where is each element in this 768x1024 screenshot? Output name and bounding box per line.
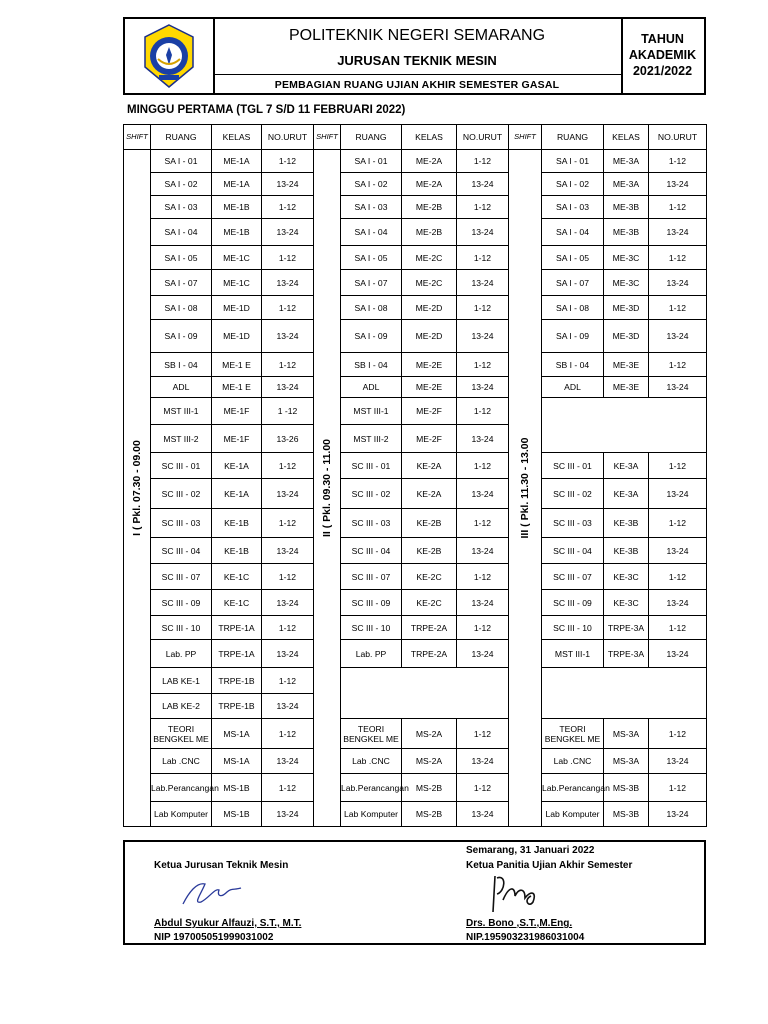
number-cell: 1-12 bbox=[262, 564, 314, 590]
class-cell: ME-3B bbox=[604, 219, 649, 246]
table-row bbox=[124, 564, 707, 590]
room-cell: Lab .CNC bbox=[542, 749, 604, 774]
room-cell: SA I - 05 bbox=[151, 246, 212, 270]
table-row bbox=[124, 616, 707, 640]
number-cell: 13-24 bbox=[649, 590, 707, 616]
room-cell: SC III - 02 bbox=[542, 479, 604, 509]
number-cell: 13-24 bbox=[262, 590, 314, 616]
left-signer-title: Ketua Jurusan Teknik Mesin bbox=[154, 860, 289, 871]
empty-block bbox=[542, 398, 707, 453]
class-cell: KE-1B bbox=[212, 509, 262, 538]
class-cell: ME-1C bbox=[212, 270, 262, 296]
room-cell: SA I - 01 bbox=[151, 150, 212, 173]
class-cell: MS-1B bbox=[212, 802, 262, 827]
table-row bbox=[124, 246, 707, 270]
class-cell: TRPE-2A bbox=[402, 616, 457, 640]
left-signature-icon bbox=[175, 874, 265, 912]
class-cell: MS-3A bbox=[604, 719, 649, 749]
signature-block bbox=[123, 840, 706, 945]
number-cell: 13-24 bbox=[457, 219, 509, 246]
col-room-3: RUANG bbox=[542, 125, 604, 150]
number-cell: 13-24 bbox=[457, 173, 509, 196]
number-cell: 13-24 bbox=[262, 538, 314, 564]
number-cell: 13-24 bbox=[457, 320, 509, 353]
class-cell: MS-3B bbox=[604, 802, 649, 827]
table-header-row bbox=[124, 125, 707, 150]
room-cell: SC III - 01 bbox=[151, 453, 212, 479]
number-cell: 1-12 bbox=[262, 453, 314, 479]
year-label-1: TAHUN bbox=[641, 32, 684, 46]
number-cell: 1-12 bbox=[649, 296, 707, 320]
room-cell: SC III - 04 bbox=[542, 538, 604, 564]
room-cell: SA I - 05 bbox=[341, 246, 402, 270]
class-cell: MS-2A bbox=[402, 749, 457, 774]
table-row bbox=[124, 668, 707, 694]
number-cell: 1-12 bbox=[649, 353, 707, 377]
class-cell: KE-3C bbox=[604, 590, 649, 616]
class-cell: KE-1A bbox=[212, 453, 262, 479]
class-cell: ME-2B bbox=[402, 219, 457, 246]
col-room-2: RUANG bbox=[341, 125, 402, 150]
number-cell: 13-24 bbox=[262, 377, 314, 398]
shift-time-label: II ( Pkl. 09.30 - 11.00 bbox=[321, 438, 333, 538]
number-cell: 13-24 bbox=[649, 173, 707, 196]
class-cell: ME-3D bbox=[604, 296, 649, 320]
number-cell: 13-24 bbox=[262, 219, 314, 246]
class-cell: MS-2B bbox=[402, 774, 457, 802]
class-cell: ME-1C bbox=[212, 246, 262, 270]
left-signer-nip: NIP 197005051999031002 bbox=[154, 932, 274, 943]
table-row bbox=[124, 774, 707, 802]
room-cell: SC III - 01 bbox=[542, 453, 604, 479]
room-cell: SC III - 09 bbox=[341, 590, 402, 616]
room-cell: SA I - 01 bbox=[542, 150, 604, 173]
table-row bbox=[124, 640, 707, 668]
number-cell: 13-24 bbox=[649, 479, 707, 509]
number-cell: 1-12 bbox=[457, 196, 509, 219]
room-cell: SC III - 07 bbox=[542, 564, 604, 590]
room-cell: SC III - 10 bbox=[341, 616, 402, 640]
room-cell: SA I - 08 bbox=[341, 296, 402, 320]
room-cell: SA I - 01 bbox=[341, 150, 402, 173]
class-cell: KE-3A bbox=[604, 453, 649, 479]
number-cell: 13-24 bbox=[649, 270, 707, 296]
room-cell: SA I - 07 bbox=[341, 270, 402, 296]
class-cell: MS-3A bbox=[604, 749, 649, 774]
class-cell: MS-3B bbox=[604, 774, 649, 802]
exam-room-table bbox=[123, 124, 707, 827]
number-cell: 13-24 bbox=[649, 219, 707, 246]
class-cell: TRPE-2A bbox=[402, 640, 457, 668]
number-cell: 13-24 bbox=[457, 749, 509, 774]
room-cell: MST III-1 bbox=[542, 640, 604, 668]
number-cell: 13-24 bbox=[262, 320, 314, 353]
number-cell: 1-12 bbox=[649, 719, 707, 749]
empty-block bbox=[542, 668, 707, 719]
class-cell: ME-2A bbox=[402, 150, 457, 173]
class-cell: ME-1F bbox=[212, 425, 262, 453]
number-cell: 13-24 bbox=[457, 590, 509, 616]
table-row bbox=[124, 719, 707, 749]
year-label-2: AKADEMIK bbox=[628, 48, 697, 62]
class-cell: TRPE-1A bbox=[212, 616, 262, 640]
class-cell: ME-1F bbox=[212, 398, 262, 425]
class-cell: KE-2A bbox=[402, 453, 457, 479]
class-cell: ME-3C bbox=[604, 246, 649, 270]
room-cell: SA I - 07 bbox=[151, 270, 212, 296]
number-cell: 1-12 bbox=[649, 509, 707, 538]
col-class-2: KELAS bbox=[402, 125, 457, 150]
empty-block bbox=[341, 668, 509, 719]
room-cell: Lab Komputer bbox=[542, 802, 604, 827]
table-row bbox=[124, 219, 707, 246]
number-cell: 1-12 bbox=[262, 246, 314, 270]
room-cell: SA I - 09 bbox=[542, 320, 604, 353]
class-cell: ME-1B bbox=[212, 219, 262, 246]
room-cell: SA I - 04 bbox=[542, 219, 604, 246]
number-cell: 1-12 bbox=[457, 509, 509, 538]
room-cell: SC III - 09 bbox=[542, 590, 604, 616]
class-cell: ME-3A bbox=[604, 150, 649, 173]
table-row bbox=[124, 749, 707, 774]
table-row bbox=[124, 320, 707, 353]
class-cell: TRPE-1A bbox=[212, 640, 262, 668]
number-cell: 1-12 bbox=[262, 774, 314, 802]
right-signer-nip: NIP.195903231986031004 bbox=[466, 932, 585, 943]
table-row bbox=[124, 538, 707, 564]
number-cell: 1-12 bbox=[457, 398, 509, 425]
class-cell: MS-1A bbox=[212, 719, 262, 749]
class-cell: KE-2A bbox=[402, 479, 457, 509]
table-row bbox=[124, 479, 707, 509]
number-cell: 1-12 bbox=[649, 196, 707, 219]
room-cell: Lab .CNC bbox=[151, 749, 212, 774]
class-cell: TRPE-3A bbox=[604, 616, 649, 640]
class-cell: ME-1 E bbox=[212, 353, 262, 377]
room-cell: SC III - 01 bbox=[341, 453, 402, 479]
number-cell: 13-24 bbox=[457, 479, 509, 509]
room-cell: SA I - 09 bbox=[341, 320, 402, 353]
table-row bbox=[124, 453, 707, 479]
class-cell: ME-2E bbox=[402, 377, 457, 398]
col-shift-2: SHIFT bbox=[314, 125, 341, 150]
room-cell: SC III - 03 bbox=[542, 509, 604, 538]
right-signer-title: Ketua Panitia Ujian Akhir Semester bbox=[466, 860, 633, 871]
place-date: Semarang, 31 Januari 2022 bbox=[466, 845, 595, 856]
class-cell: ME-3E bbox=[604, 377, 649, 398]
class-cell: ME-2B bbox=[402, 196, 457, 219]
week-title: MINGGU PERTAMA (TGL 7 S/D 11 FEBRUARI 2022) bbox=[127, 104, 406, 116]
class-cell: ME-2C bbox=[402, 270, 457, 296]
number-cell: 13-24 bbox=[262, 802, 314, 827]
number-cell: 13-24 bbox=[649, 640, 707, 668]
class-cell: ME-2E bbox=[402, 353, 457, 377]
class-cell: MS-2A bbox=[402, 719, 457, 749]
room-cell: SC III - 02 bbox=[151, 479, 212, 509]
table-row bbox=[124, 173, 707, 196]
room-cell: SA I - 02 bbox=[341, 173, 402, 196]
number-cell: 1-12 bbox=[457, 246, 509, 270]
number-cell: 1-12 bbox=[262, 668, 314, 694]
number-cell: 1-12 bbox=[457, 719, 509, 749]
room-cell: SA I - 07 bbox=[542, 270, 604, 296]
class-cell: KE-2B bbox=[402, 538, 457, 564]
room-cell: SC III - 03 bbox=[151, 509, 212, 538]
class-cell: ME-2D bbox=[402, 296, 457, 320]
number-cell: 1-12 bbox=[649, 616, 707, 640]
col-class-1: KELAS bbox=[212, 125, 262, 150]
room-cell: ADL bbox=[542, 377, 604, 398]
number-cell: 1-12 bbox=[649, 150, 707, 173]
department-name: JURUSAN TEKNIK MESIN bbox=[337, 53, 497, 68]
number-cell: 1-12 bbox=[262, 150, 314, 173]
room-cell: SC III - 04 bbox=[151, 538, 212, 564]
number-cell: 13-24 bbox=[457, 377, 509, 398]
class-cell: ME-1D bbox=[212, 296, 262, 320]
class-cell: ME-3E bbox=[604, 353, 649, 377]
room-cell: TEORI BENGKEL ME bbox=[542, 719, 604, 749]
room-cell: ADL bbox=[341, 377, 402, 398]
class-cell: TRPE-3A bbox=[604, 640, 649, 668]
class-cell: ME-2D bbox=[402, 320, 457, 353]
class-cell: KE-3B bbox=[604, 509, 649, 538]
class-cell: KE-2C bbox=[402, 564, 457, 590]
class-cell: KE-3B bbox=[604, 538, 649, 564]
col-number-2: NO.URUT bbox=[457, 125, 509, 150]
class-cell: TRPE-1B bbox=[212, 694, 262, 719]
class-cell: KE-1A bbox=[212, 479, 262, 509]
number-cell: 1-12 bbox=[262, 353, 314, 377]
room-cell: SA I - 05 bbox=[542, 246, 604, 270]
number-cell: 13-24 bbox=[262, 640, 314, 668]
right-signer-name: Drs. Bono ,S.T.,M.Eng. bbox=[466, 918, 573, 929]
number-cell: 1-12 bbox=[649, 453, 707, 479]
room-cell: SA I - 02 bbox=[542, 173, 604, 196]
table-row bbox=[124, 802, 707, 827]
number-cell: 13-24 bbox=[457, 425, 509, 453]
shift-time-label: III ( Pkl. 11.30 - 13.00 bbox=[519, 437, 531, 539]
room-cell: MST III-2 bbox=[151, 425, 212, 453]
number-cell: 13-24 bbox=[262, 270, 314, 296]
number-cell: 1-12 bbox=[457, 616, 509, 640]
class-cell: ME-3D bbox=[604, 320, 649, 353]
left-signer-name: Abdul Syukur Alfauzi, S.T., M.T. bbox=[154, 918, 302, 929]
class-cell: TRPE-1B bbox=[212, 668, 262, 694]
room-cell: SC III - 03 bbox=[341, 509, 402, 538]
number-cell: 1-12 bbox=[457, 774, 509, 802]
room-cell: Lab.Perancangan bbox=[151, 774, 212, 802]
number-cell: 1-12 bbox=[457, 353, 509, 377]
number-cell: 13-24 bbox=[262, 479, 314, 509]
col-class-3: KELAS bbox=[604, 125, 649, 150]
class-cell: KE-3C bbox=[604, 564, 649, 590]
academic-year-block bbox=[621, 19, 704, 93]
number-cell: 13-24 bbox=[457, 270, 509, 296]
table-body bbox=[124, 150, 707, 827]
right-signature-icon bbox=[485, 870, 555, 918]
room-cell: SA I - 03 bbox=[151, 196, 212, 219]
number-cell: 1-12 bbox=[649, 246, 707, 270]
room-cell: SA I - 03 bbox=[341, 196, 402, 219]
class-cell: ME-1D bbox=[212, 320, 262, 353]
number-cell: 13-24 bbox=[457, 802, 509, 827]
room-cell: MST III-1 bbox=[341, 398, 402, 425]
room-cell: Lab .CNC bbox=[341, 749, 402, 774]
header-title-block bbox=[213, 19, 623, 93]
col-shift-1: SHIFT bbox=[124, 125, 151, 150]
class-cell: KE-2C bbox=[402, 590, 457, 616]
class-cell: MS-2B bbox=[402, 802, 457, 827]
number-cell: 13-26 bbox=[262, 425, 314, 453]
class-cell: KE-3A bbox=[604, 479, 649, 509]
room-cell: SB I - 04 bbox=[151, 353, 212, 377]
room-cell: Lab.Perancangan bbox=[341, 774, 402, 802]
number-cell: 1-12 bbox=[649, 564, 707, 590]
room-cell: SA I - 02 bbox=[151, 173, 212, 196]
room-cell: LAB KE-2 bbox=[151, 694, 212, 719]
room-cell: Lab Komputer bbox=[341, 802, 402, 827]
number-cell: 13-24 bbox=[649, 538, 707, 564]
number-cell: 1-12 bbox=[262, 509, 314, 538]
room-cell: SC III - 02 bbox=[341, 479, 402, 509]
room-cell: SA I - 04 bbox=[341, 219, 402, 246]
room-cell: SC III - 10 bbox=[151, 616, 212, 640]
table-row bbox=[124, 509, 707, 538]
table-row bbox=[124, 270, 707, 296]
col-room-1: RUANG bbox=[151, 125, 212, 150]
room-cell: MST III-1 bbox=[151, 398, 212, 425]
room-cell: TEORI BENGKEL ME bbox=[151, 719, 212, 749]
room-cell: SA I - 08 bbox=[151, 296, 212, 320]
class-cell: ME-1A bbox=[212, 173, 262, 196]
room-cell: MST III-2 bbox=[341, 425, 402, 453]
shift-label-cell bbox=[509, 150, 542, 827]
table-row bbox=[124, 150, 707, 173]
document-subtitle: PEMBAGIAN RUANG UJIAN AKHIR SEMESTER GASAL bbox=[274, 79, 560, 91]
room-cell: Lab.Perancangan bbox=[542, 774, 604, 802]
room-cell: TEORI BENGKEL ME bbox=[341, 719, 402, 749]
room-cell: SC III - 09 bbox=[151, 590, 212, 616]
room-cell: SC III - 07 bbox=[341, 564, 402, 590]
number-cell: 1-12 bbox=[649, 774, 707, 802]
room-cell: SA I - 03 bbox=[542, 196, 604, 219]
number-cell: 1 -12 bbox=[262, 398, 314, 425]
number-cell: 13-24 bbox=[457, 640, 509, 668]
room-cell: LAB KE-1 bbox=[151, 668, 212, 694]
number-cell: 1-12 bbox=[262, 196, 314, 219]
room-cell: Lab. PP bbox=[341, 640, 402, 668]
institution-name: POLITEKNIK NEGERI SEMARANG bbox=[288, 27, 546, 44]
number-cell: 13-24 bbox=[649, 749, 707, 774]
class-cell: ME-2F bbox=[402, 425, 457, 453]
number-cell: 13-24 bbox=[649, 377, 707, 398]
logo-cell bbox=[125, 19, 215, 93]
number-cell: 13-24 bbox=[649, 320, 707, 353]
number-cell: 13-24 bbox=[457, 538, 509, 564]
class-cell: ME-1A bbox=[212, 150, 262, 173]
class-cell: MS-1A bbox=[212, 749, 262, 774]
table-row bbox=[124, 398, 707, 425]
class-cell: ME-3A bbox=[604, 173, 649, 196]
table-row bbox=[124, 296, 707, 320]
col-number-3: NO.URUT bbox=[649, 125, 707, 150]
number-cell: 1-12 bbox=[457, 453, 509, 479]
room-cell: Lab Komputer bbox=[151, 802, 212, 827]
class-cell: KE-2B bbox=[402, 509, 457, 538]
number-cell: 1-12 bbox=[457, 150, 509, 173]
class-cell: ME-2A bbox=[402, 173, 457, 196]
polines-logo-icon bbox=[125, 19, 213, 93]
room-cell: SB I - 04 bbox=[341, 353, 402, 377]
class-cell: KE-1C bbox=[212, 564, 262, 590]
class-cell: ME-2C bbox=[402, 246, 457, 270]
room-cell: SC III - 10 bbox=[542, 616, 604, 640]
number-cell: 1-12 bbox=[262, 719, 314, 749]
room-cell: SC III - 07 bbox=[151, 564, 212, 590]
number-cell: 1-12 bbox=[457, 564, 509, 590]
number-cell: 13-24 bbox=[262, 749, 314, 774]
col-number-1: NO.URUT bbox=[262, 125, 314, 150]
class-cell: ME-1B bbox=[212, 196, 262, 219]
room-cell: SA I - 09 bbox=[151, 320, 212, 353]
table-row bbox=[124, 196, 707, 219]
class-cell: ME-3C bbox=[604, 270, 649, 296]
room-cell: SC III - 04 bbox=[341, 538, 402, 564]
class-cell: KE-1B bbox=[212, 538, 262, 564]
table-row bbox=[124, 590, 707, 616]
shift-time-label: I ( Pkl. 07.30 - 09.00 bbox=[131, 440, 143, 536]
room-cell: Lab. PP bbox=[151, 640, 212, 668]
room-cell: SA I - 04 bbox=[151, 219, 212, 246]
number-cell: 1-12 bbox=[262, 296, 314, 320]
number-cell: 13-24 bbox=[649, 802, 707, 827]
col-shift-3: SHIFT bbox=[509, 125, 542, 150]
number-cell: 13-24 bbox=[262, 694, 314, 719]
room-cell: SA I - 08 bbox=[542, 296, 604, 320]
number-cell: 13-24 bbox=[262, 173, 314, 196]
table-row bbox=[124, 353, 707, 377]
academic-year: 2021/2022 bbox=[632, 64, 693, 78]
shift-label-cell bbox=[314, 150, 341, 827]
document-header bbox=[123, 17, 706, 95]
shift-label-cell bbox=[124, 150, 151, 827]
number-cell: 1-12 bbox=[262, 616, 314, 640]
number-cell: 1-12 bbox=[457, 296, 509, 320]
class-cell: KE-1C bbox=[212, 590, 262, 616]
class-cell: ME-1 E bbox=[212, 377, 262, 398]
class-cell: ME-2F bbox=[402, 398, 457, 425]
class-cell: ME-3B bbox=[604, 196, 649, 219]
room-cell: ADL bbox=[151, 377, 212, 398]
class-cell: MS-1B bbox=[212, 774, 262, 802]
table-row bbox=[124, 377, 707, 398]
room-cell: SB I - 04 bbox=[542, 353, 604, 377]
